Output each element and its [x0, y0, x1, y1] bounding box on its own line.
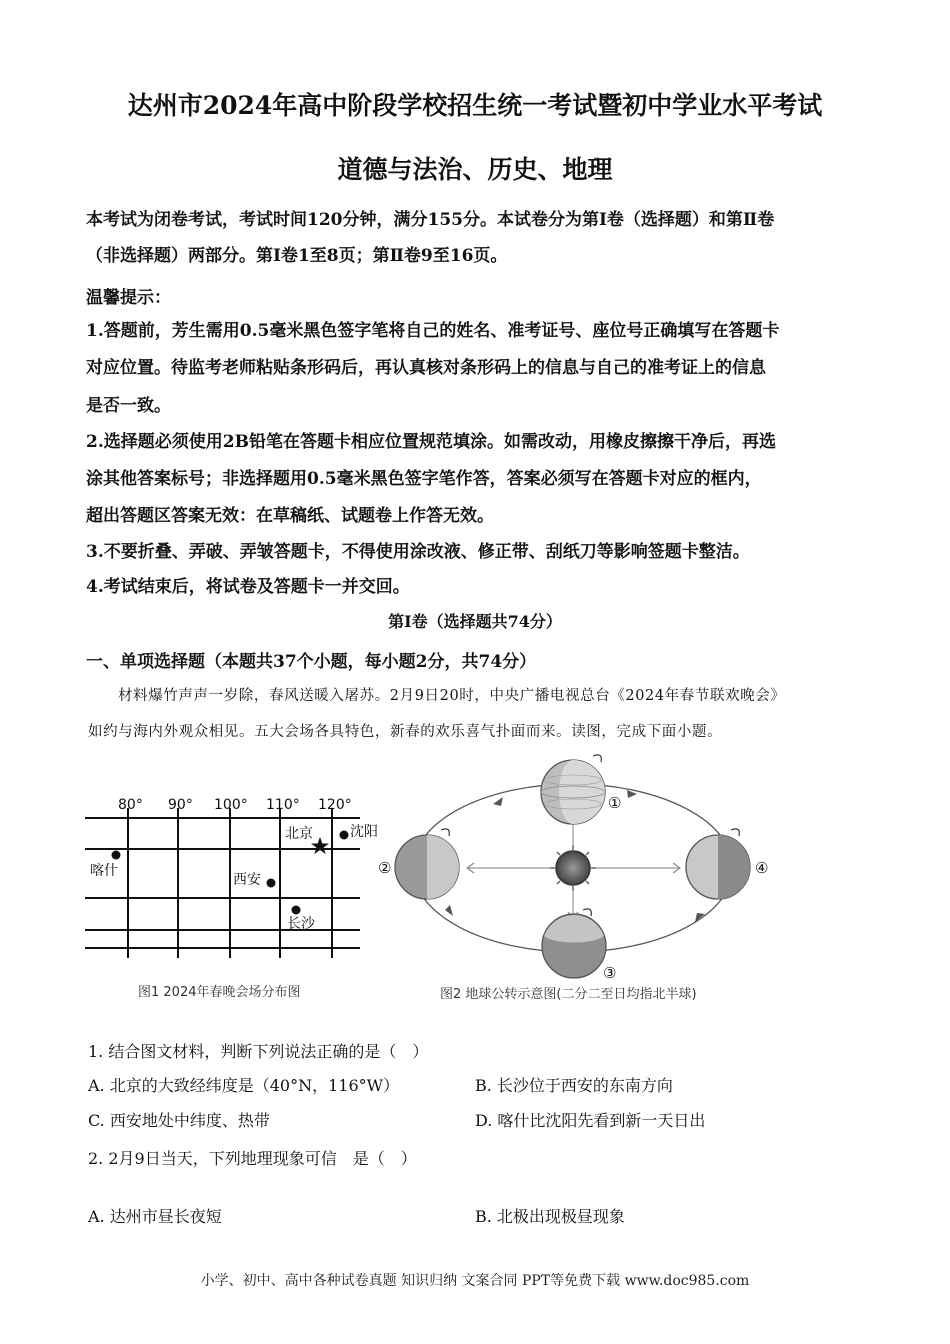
xian-marker — [267, 879, 276, 888]
map-grid — [85, 808, 360, 958]
tip-3: 3.不要折叠、弄破、弄皱答题卡，不得使用涂改液、修正带、刮纸刀等影响签题卡整洁。 — [86, 542, 750, 562]
figure2-caption: 图2 地球公转示意图(二分二至日均指北半球) — [440, 987, 697, 1002]
q2-option-a[interactable]: A. 达州市昼长夜短 — [88, 1207, 222, 1226]
tip-4: 4.考试结束后，将试卷及答题卡一并交回。 — [86, 577, 410, 597]
position-1-label: ① — [608, 794, 622, 812]
tips-heading: 温馨提示： — [86, 288, 171, 308]
changsha-marker — [292, 906, 301, 915]
earth-position-2 — [395, 829, 459, 899]
q1-option-b[interactable]: B. 长沙位于西安的东南方向 — [475, 1076, 673, 1095]
tip-2-line-1: 2.选择题必须使用2B铅笔在答题卡相应位置规范填涂。如需改动，用橡皮擦擦干净后，再选 — [86, 432, 776, 452]
material-line-1: 材料爆竹声声一岁除，春风送暖入屠苏。2月9日20时，中央广播电视总台《2024年春节联欢晚会》 — [118, 688, 786, 704]
kashi-label: 喀什 — [90, 863, 118, 879]
q1-stem: 1. 结合图文材料，判断下列说法正确的是（ ） — [88, 1042, 429, 1061]
section-heading: 一、单项选择题（本题共37个小题，每小题2分，共74分） — [86, 652, 537, 672]
longitude-label-90: 90° — [168, 797, 193, 813]
shenyang-label: 沈阳 — [350, 824, 378, 840]
exam-subtitle: 道德与法治、历史、地理 — [337, 155, 613, 184]
exam-title: 达州市2024年高中阶段学校招生统一考试暨初中学业水平考试 — [127, 91, 823, 120]
earth-position-3 — [542, 909, 606, 978]
tip-1-line-1: 1.答题前，芳生需用0.5毫米黑色签字笔将自己的姓名、准考证号、座位号正确填写在答题卡 — [86, 321, 780, 341]
tip-2-line-3: 超出答题区答案无效：在草稿纸、试题卷上作答无效。 — [86, 506, 494, 526]
earth-position-1 — [541, 755, 605, 824]
longitude-label-120: 120° — [318, 797, 352, 813]
tip-1-line-3: 是否一致。 — [86, 396, 171, 416]
q1-option-d[interactable]: D. 喀什比沈阳先看到新一天日出 — [475, 1111, 706, 1130]
position-2-label: ② — [378, 859, 392, 877]
earth-position-4 — [686, 829, 750, 899]
part-title: 第Ⅰ卷（选择题共74分） — [388, 612, 562, 631]
tip-2-line-2: 涂其他答案标号；非选择题用0.5毫米黑色签字笔作答，答案必须写在答题卡对应的框内， — [86, 469, 762, 489]
figure1-caption: 图1 2024年春晚会场分布图 — [138, 985, 301, 1000]
longitude-label-80: 80° — [118, 797, 143, 813]
intro-line-2: （非选择题）两部分。第Ⅰ卷1至8页；第Ⅱ卷9至16页。 — [86, 246, 508, 266]
sun-icon — [556, 851, 590, 885]
longitude-label-100: 100° — [214, 797, 248, 813]
longitude-label-110: 110° — [266, 797, 300, 813]
position-3-label: ③ — [603, 964, 617, 982]
kashi-marker — [112, 851, 121, 860]
q2-stem: 2. 2月9日当天，下列地理现象可信 是（ ） — [88, 1149, 417, 1168]
changsha-label: 长沙 — [287, 916, 315, 932]
q2-option-b[interactable]: B. 北极出现极昼现象 — [475, 1207, 625, 1226]
shenyang-marker — [340, 831, 349, 840]
venue-map-figure — [80, 788, 380, 1008]
earth-revolution-figure — [375, 750, 790, 1015]
q1-option-a[interactable]: A. 北京的大致经纬度是（40°N，116°W） — [88, 1076, 400, 1095]
beijing-star-icon — [311, 837, 329, 854]
xian-label: 西安 — [233, 872, 261, 888]
material-line-2: 如约与海内外观众相见。五大会场各具特色，新春的欢乐喜气扑面而来。读图，完成下面小题。 — [88, 724, 723, 740]
intro-line-1: 本考试为闭卷考试，考试时间120分钟，满分155分。本试卷分为第Ⅰ卷（选择题）和第Ⅱ卷 — [86, 210, 775, 230]
beijing-label: 北京 — [285, 826, 313, 842]
q1-option-c[interactable]: C. 西安地处中纬度、热带 — [88, 1111, 270, 1130]
page-footer: 小学、初中、高中各种试卷真题 知识归纳 文案合同 PPT等免费下载 www.doc985.com — [200, 1273, 750, 1289]
tip-1-line-2: 对应位置。待监考老师粘贴条形码后，再认真核对条形码上的信息与自己的准考证上的信息 — [86, 358, 766, 378]
position-4-label: ④ — [755, 859, 769, 877]
